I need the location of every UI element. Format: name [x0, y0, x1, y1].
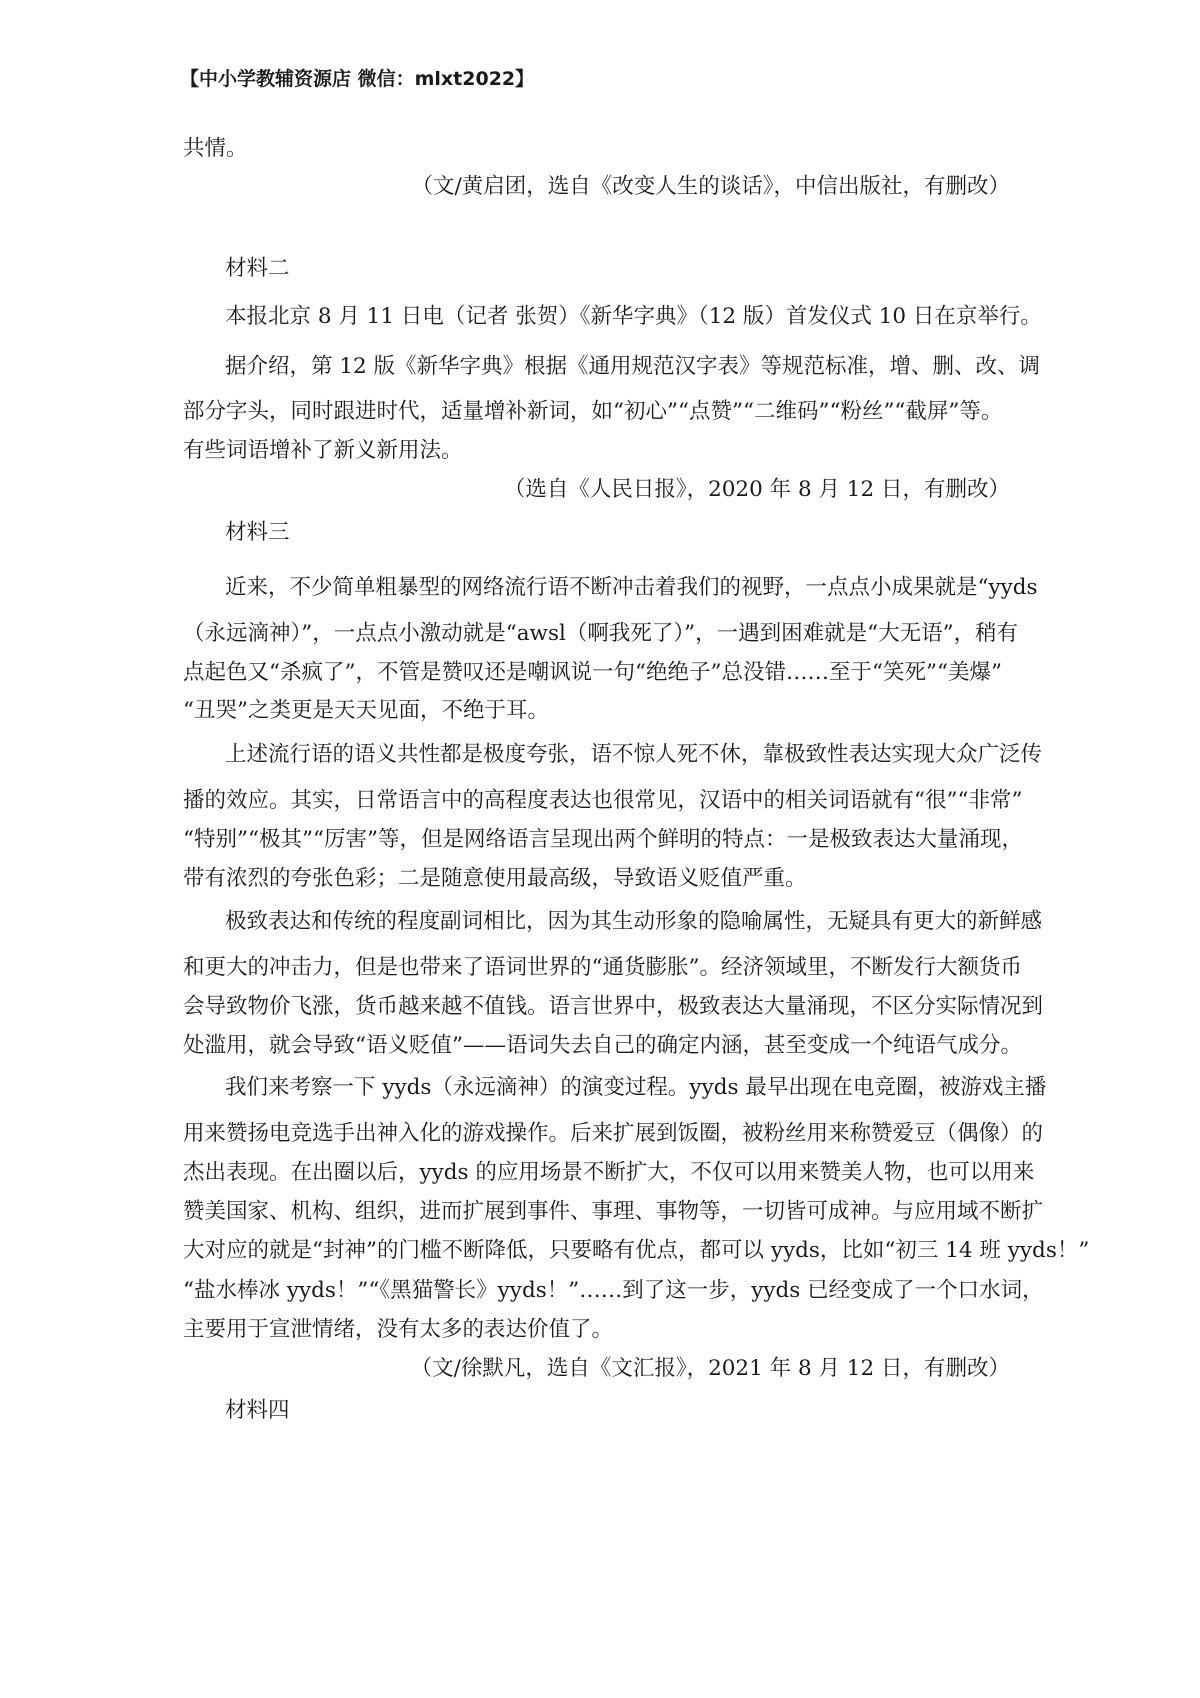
material3-paragraph4-line: 主要用于宣泄情绪，没有太多的表达价值了。 — [183, 1317, 614, 1342]
material3-paragraph4-line: 我们来考察一下 yyds（永远滴神）的演变过程。yyds 最早出现在电竞圈，被游戏主播 — [225, 1075, 1047, 1100]
source-citation-1: （文/黄启团，选自《改变人生的谈话》，中信出版社，有删改） — [411, 174, 1010, 199]
material3-paragraph2-line: 播的效应。其实，日常语言中的高程度表达也很常见，汉语中的相关词语就有“很”“非常” — [183, 788, 1023, 813]
material3-paragraph3-line: 和更大的冲击力，但是也带来了语词世界的“通货膨胀”。经济领域里，不断发行大额货币 — [183, 955, 1022, 980]
material3-paragraph3-line: 极致表达和传统的程度副词相比，因为其生动形象的隐喻属性，无疑具有更大的新鲜感 — [225, 909, 1043, 934]
material3-paragraph1-line: 点起色又“杀疯了”，不管是赞叹还是嘲讽说一句“绝绝子”总没错……至于“笑死”“美爆” — [183, 660, 1002, 685]
material2-paragraph2-line: 有些词语增补了新义新用法。 — [183, 438, 463, 463]
material3-paragraph3-line: 处滥用，就会导致“语义贬值”——语词失去自己的确定内涵，甚至变成一个纯语气成分。 — [183, 1033, 1022, 1058]
material3-paragraph2-line: 带有浓烈的夸张色彩；二是随意使用最高级，导致语义贬值严重。 — [183, 866, 807, 891]
material2-paragraph2-line: 据介绍，第 12 版《新华字典》根据《通用规范汉字表》等规范标准，增、删、改、调 — [225, 354, 1041, 379]
source-citation-2: （选自《人民日报》，2020 年 8 月 12 日，有删改） — [503, 477, 1010, 502]
material3-paragraph3-line: 会导致物价飞涨，货币越来越不值钱。语言世界中，极致表达大量涌现，不区分实际情况到 — [183, 994, 1044, 1019]
material2-paragraph2-line: 部分字头，同时跟进时代，适量增补新词，如“初心”“点赞”“二维码”“粉丝”“截屏”等。 — [183, 399, 1003, 424]
material3-paragraph2-line: “特别”“极其”“厉害”等，但是网络语言呈现出两个鲜明的特点：一是极致表达大量涌现， — [183, 827, 1023, 852]
material2-heading: 材料二 — [225, 256, 290, 281]
carry-over-text: 共情。 — [183, 136, 248, 161]
material3-paragraph1-line: （永远滴神）”，一点点小激动就是“awsl（啊我死了）”，一遇到困难就是“大无语”，稍有 — [183, 621, 1019, 646]
material3-heading: 材料三 — [225, 520, 290, 545]
material3-paragraph4-line: 赞美国家、机构、组织，进而扩展到事件、事理、事物等，一切皆可成神。与应用域不断扩 — [183, 1199, 1044, 1224]
material3-paragraph4-line: 大对应的就是“封神”的门槛不断降低，只要略有优点，都可以 yyds，比如“初三 14 班 yyds！” — [183, 1238, 1090, 1263]
material3-paragraph1-line: 近来，不少简单粗暴型的网络流行语不断冲击着我们的视野，一点点小成果就是“yyds — [225, 575, 1038, 600]
material3-paragraph1-line: “丑哭”之类更是天天见面，不绝于耳。 — [183, 698, 549, 723]
material3-paragraph4-line: 用来赞扬电竞选手出神入化的游戏操作。后来扩展到饭圈，被粉丝用来称赞爱豆（偶像）的 — [183, 1121, 1044, 1146]
material3-paragraph4-line: 杰出表现。在出圈以后，yyds 的应用场景不断扩大，不仅可以用来赞美人物，也可以用来 — [183, 1160, 1035, 1185]
source-citation-3: （文/徐默凡，选自《文汇报》，2021 年 8 月 12 日，有删改） — [410, 1356, 1010, 1381]
material2-paragraph1: 本报北京 8 月 11 日电（记者 张贺）《新华字典》（12 版）首发仪式 10 日在京举行。 — [225, 304, 1042, 329]
material4-heading: 材料四 — [225, 1398, 290, 1423]
material3-paragraph2-line: 上述流行语的语义共性都是极度夸张，语不惊人死不休，靠极致性表达实现大众广泛传 — [225, 742, 1043, 767]
material3-paragraph4-line: “盐水棒冰 yyds！”“《黑猫警长》yyds！”……到了这一步，yyds 已经变成了一个口水词， — [183, 1278, 1044, 1303]
watermark: 【中小学教辅资源店 微信：mlxt2022】 — [180, 68, 535, 90]
